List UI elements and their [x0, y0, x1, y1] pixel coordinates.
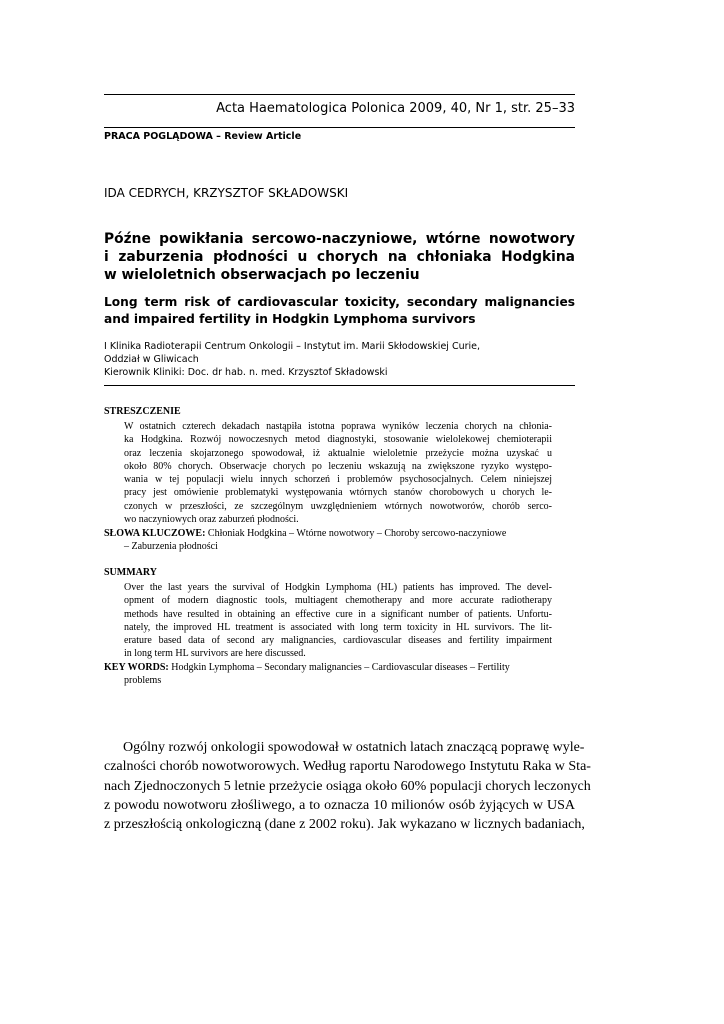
summary-line: Over the last years the survival of Hodgkin Lymphoma (HL) patients has improved. The devel- [124, 582, 552, 593]
title-en-line: and impaired fertility in Hodgkin Lymphoma survivors [104, 311, 476, 326]
title-en-line: Long term risk of cardiovascular toxicity, secondary malignancies [104, 295, 575, 309]
top-rule [104, 94, 575, 95]
affiliation-line: Oddział w Gliwicach [104, 354, 199, 365]
abstract-line: oraz leczenia skojarzonego spowodował, iż aktualnie wieloletnie przeżycie można uzyskać u [124, 447, 552, 459]
body-line: z powodu nowotworu złośliwego, a to oznacza 10 milionów osób żyjących w USA [104, 797, 575, 813]
title-english [104, 294, 575, 327]
affiliation-rule [104, 385, 575, 386]
summary-line: methods have resulted in obtaining an effective cure in a significant number of patients. Unfortu- [124, 608, 552, 620]
header-rule [104, 127, 575, 128]
abstract-line: ka Hodgkina. Rozwój nowoczesnych metod diagnostyki, stosowanie wielolekowej chemioterapii [124, 434, 552, 446]
abstract-line: około 80% chorych. Obserwacje chorych po leczeniu wskazują na zwiększone ryzyko występo- [124, 460, 552, 472]
slowa-kluczowe-cont: – Zaburzenia płodności [124, 541, 218, 553]
key-words-text: Hodgkin Lymphoma – Secondary malignancies – Cardiovascular diseases – Fertility [171, 662, 510, 673]
summary-line: nately, the improved HL treatment is associated with long term toxicity in HL survivors. The lit- [124, 621, 552, 633]
affiliation [104, 340, 480, 379]
abstract-line: pracy jest omówienie problematyki występowania wtórnych stanów chorobowych u chorych le- [124, 487, 552, 499]
body-paragraph [104, 738, 591, 834]
title-pl-line: i zaburzenia płodności u chorych na chłoniaka Hodgkina [104, 249, 575, 265]
summary-body [124, 581, 552, 661]
abstract-line: wania w tej populacji wielu innych schorzeń i problemów psychosocjalnych. Celem niniejszej [124, 474, 552, 485]
streszczenie-body [124, 420, 552, 526]
title-pl-line: Późne powikłania sercowo-naczyniowe, wtórne nowotwory [104, 231, 575, 247]
abstract-line: wo naczyniowych oraz zaburzeń płodności. [124, 513, 299, 525]
abstract-line: W ostatnich czterech dekadach nastąpiła istotna poprawa wyników leczenia chorych na chłonia- [124, 421, 552, 432]
journal-citation: Acta Haematologica Polonica 2009, 40, Nr 1, str. 25–33 [216, 101, 575, 116]
key-words-label: KEY WORDS: [104, 662, 169, 673]
abstract-line: czonych w przeszłości, ze szczególnym uwzględnieniem wtórnych nowotworów, chorób serco- [124, 500, 552, 512]
summary-line: in long term HL survivors are here discussed. [124, 648, 306, 660]
slowa-kluczowe [104, 527, 552, 554]
slowa-kluczowe-label: SŁOWA KLUCZOWE: [104, 528, 206, 539]
body-line: Ogólny rozwój onkologii spowodował w ostatnich latach znaczącą poprawę wyle- [123, 740, 585, 755]
affiliation-line: Kierownik Kliniki: Doc. dr hab. n. med. Krzysztof Składowski [104, 367, 388, 378]
title-polish [104, 230, 575, 284]
affiliation-line: I Klinika Radioterapii Centrum Onkologii – Instytut im. Marii Skłodowskiej Curie, [104, 341, 481, 352]
body-line: z przeszłością onkologiczną (dane z 2002 roku). Jak wykazano w licznych badaniach, [104, 817, 585, 833]
streszczenie-heading: STRESZCZENIE [104, 406, 181, 417]
title-pl-line: w wieloletnich obserwacjach po leczeniu [104, 267, 420, 283]
summary-heading: SUMMARY [104, 567, 157, 578]
summary-line: erature based data of second ary malignancies, cardiovascular diseases and fertility impairment [124, 635, 552, 646]
authors: IDA CEDRYCH, KRZYSZTOF SKŁADOWSKI [104, 186, 349, 200]
article-type: PRACA POGLĄDOWA – Review Article [104, 131, 302, 142]
key-words-cont: problems [124, 675, 162, 687]
body-line: nach Zjednoczonych 5 letnie przeżycie osiąga około 60% populacji chorych leczonych [104, 778, 591, 794]
body-line: czalności chorób nowotworowych. Według raportu Narodowego Instytutu Raka w Sta- [104, 759, 591, 775]
key-words [104, 661, 552, 688]
slowa-kluczowe-text: Chłoniak Hodgkina – Wtórne nowotwory – Choroby sercowo-naczyniowe [207, 528, 507, 539]
summary-line: opment of modern diagnostic tools, multiagent chemotherapy and more accurate radiotherapy [124, 595, 552, 607]
